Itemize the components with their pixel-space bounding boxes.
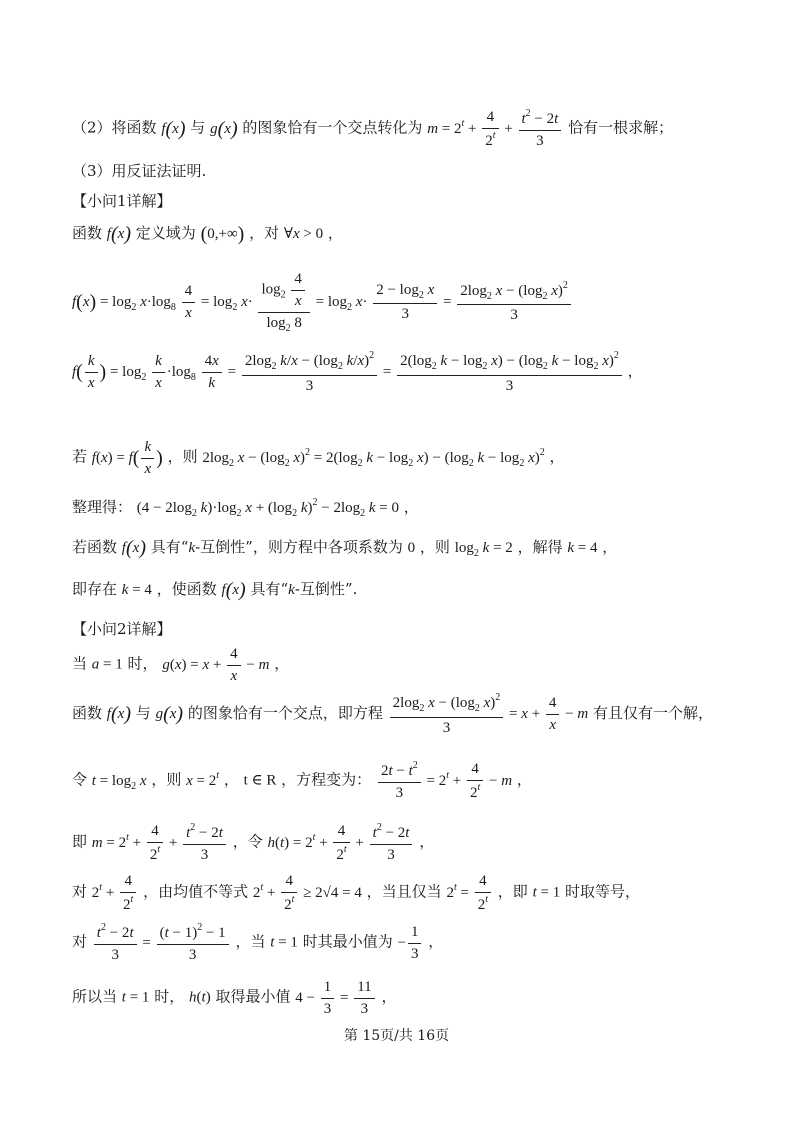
- section-heading: [72, 190, 172, 211]
- text-segment: ，: [381, 987, 397, 1006]
- math-expression: 0: [407, 540, 416, 556]
- math-expression: g(x) = x + $\frac{4}{x}$ − m: [162, 646, 270, 684]
- paragraph-line: [72, 645, 289, 686]
- text-segment: 函数: [72, 224, 103, 242]
- text-segment: ，: [428, 932, 444, 951]
- math-expression: g(x): [155, 703, 184, 726]
- math-expression: k = 4: [121, 582, 152, 598]
- paragraph-line: [72, 922, 443, 965]
- text-segment: 有且仅有一个解，: [593, 704, 714, 723]
- paragraph-line: [72, 222, 343, 246]
- math-expression: $2^t$ + $\frac{4}{2^t}$: [92, 885, 139, 901]
- math-expression: $x = 2^t$: [186, 769, 220, 789]
- text-segment: 对: [72, 882, 88, 901]
- page-footer: 第 15页/共 16页: [343, 1028, 450, 1044]
- text-segment: 具有“: [150, 538, 189, 556]
- text-segment: ，: [627, 364, 643, 381]
- equation-line: f( $\frac{k}{x}$ ) = $\log_2$ $\frac{k}{x}$ $\cdot\log_8$ $\frac{4x}{k}$ = $\frac{2\log_2 k/x - (\log_2 k/x)^2}{3}$ = $\frac{2(\log_2 k - \log_2 x) - (\log_2 k - \log_2 x)^2}{3}$ ，: [72, 350, 643, 394]
- math-expression: f(x): [161, 117, 186, 140]
- math-expression: (0,+∞): [200, 223, 245, 246]
- text-segment: ，: [516, 770, 532, 789]
- text-segment: ，则: [167, 447, 198, 466]
- math-expression: $t = \log_2 x$: [91, 772, 147, 792]
- text-segment: -互倒性”，则方程中各项系数为: [195, 538, 403, 556]
- text-segment: 取得最小值: [215, 987, 291, 1006]
- text-segment: 对: [72, 932, 88, 951]
- text-segment: ，: [223, 770, 239, 789]
- math-expression: 4 − $\frac{1}{3}$ = $\frac{11}{3}$: [295, 990, 376, 1006]
- equation-line: $f(x) = \log_2 x\cdot\log_8$ $\frac{4}{x}$ = $\log_2 x\cdot$ $\log_2$ $\frac{4}{x}$ $\log_2 8$ = $\log_2 x\cdot$ $\frac{2 - \log_2 x}{3}$ = $\frac{2\log_2 x - (\log_2 x)^2}{3}$: [72, 270, 573, 335]
- text-segment: 【小问2详解】: [72, 620, 172, 638]
- text-segment: 若函数: [72, 538, 118, 556]
- math-expression: k: [188, 540, 196, 556]
- text-segment: -互倒性”.: [294, 580, 358, 598]
- text-segment: 的图象恰有一个交点，即方程: [187, 704, 383, 723]
- math-expression: $\frac{2\log_2 x - (\log_2 x)^2}{3}$ = x + $\frac{4}{x}$ − m: [388, 706, 589, 722]
- text-segment: 当: [72, 654, 88, 673]
- text-segment: 与: [190, 118, 206, 137]
- math-expression: ($4 - 2\log_2$ $k)\cdot\log_2$ $x + (\log_2$ $k)^2 - 2\log_2$ k = 0: [136, 497, 400, 519]
- text-segment: 即存在: [72, 580, 118, 598]
- text-segment: ，: [403, 498, 419, 516]
- text-segment: ，则: [419, 538, 450, 556]
- math-expression: f(x): [121, 537, 146, 560]
- paragraph-line: [72, 496, 419, 519]
- math-expression: $2^t$ + $\frac{4}{2^t}$ ≥ 2√4 = 4: [252, 873, 362, 913]
- math-expression: $m = 2^t$ + $\frac{4}{2^t}$ + $\frac{t^2 - 2t}{3}$: [427, 121, 563, 137]
- math-expression: $h(t) = 2^t$ + $\frac{4}{2^t}$ + $\frac{t^2 - 2t}{3}$: [268, 835, 415, 851]
- text-segment: （3）用反证法证明.: [72, 162, 207, 180]
- text-segment: 函数: [72, 704, 103, 723]
- text-segment: （2）将函数: [72, 118, 157, 137]
- text-segment: 时，: [127, 654, 158, 673]
- math-expression: ∀x > 0: [283, 226, 324, 242]
- math-expression: t ∈ R: [243, 772, 277, 789]
- text-segment: ，: [549, 447, 565, 466]
- text-segment: 时取等号，: [564, 882, 640, 901]
- math-expression: a = 1: [91, 656, 123, 673]
- math-expression: − $\frac{1}{3}$: [397, 935, 423, 951]
- text-segment: ，当且仅当: [366, 882, 442, 901]
- text-segment: ，解得: [517, 538, 563, 556]
- math-expression: f(x): [221, 579, 246, 602]
- math-expression: f(x): [106, 223, 131, 246]
- text-segment: ，对: [249, 224, 280, 242]
- text-segment: 令: [72, 770, 88, 789]
- paragraph-line: [72, 578, 357, 602]
- math-expression: $\frac{t^2 - 2t}{3}$ = $\frac{(t - 1)^2 - 1}{3}$: [92, 935, 231, 951]
- math-expression: $m = 2^t$ + $\frac{4}{2^t}$ + $\frac{t^2 - 2t}{3}$: [92, 835, 228, 851]
- text-segment: ，当: [235, 932, 266, 951]
- paragraph-line: [72, 536, 617, 560]
- paragraph-line: [72, 160, 206, 181]
- paragraph-line: [72, 108, 673, 151]
- math-expression: t = 1: [121, 989, 150, 1006]
- text-segment: 所以当: [72, 987, 118, 1006]
- text-segment: 恰有一根求解；: [568, 118, 674, 137]
- text-segment: ，使函数: [156, 580, 217, 598]
- text-segment: 若: [72, 447, 88, 466]
- paragraph-line: [72, 978, 396, 1019]
- text-segment: 时其最小值为: [302, 932, 393, 951]
- text-segment: ，: [419, 832, 435, 851]
- math-expression: $\log_2 k = 2$: [454, 540, 513, 559]
- math-expression: $2\log_2$ $x - (\log_2$ $x)^2 = 2(\log_2$ $k - \log_2 x) - (\log_2$ $k - \log_2 x)^2$: [202, 446, 545, 469]
- paragraph-line: [72, 692, 713, 737]
- text-segment: 的图象恰有一个交点转化为: [242, 118, 423, 137]
- math-expression: g(x): [210, 117, 238, 140]
- text-segment: ，则: [151, 770, 182, 789]
- math-expression: $2^t$ = $\frac{4}{2^t}$: [446, 885, 493, 901]
- paragraph-line: [72, 760, 532, 803]
- text-segment: ，: [327, 224, 343, 242]
- text-segment: 时，: [154, 987, 185, 1006]
- math-expression: f(x) = f( $\frac{k}{x}$ ): [91, 439, 163, 477]
- text-segment: ，即: [497, 882, 528, 901]
- text-segment: 整理得：: [72, 498, 133, 516]
- text-segment: 与: [135, 704, 151, 723]
- text-segment: ，: [274, 654, 290, 673]
- text-segment: ，令: [232, 832, 263, 851]
- math-expression: k: [288, 582, 295, 598]
- text-segment: 【小问1详解】: [72, 192, 172, 210]
- text-segment: ，方程变为：: [281, 770, 372, 789]
- math-expression: h(t): [189, 989, 211, 1006]
- math-expression: t = 1: [532, 884, 561, 901]
- paragraph-line: [72, 438, 565, 479]
- text-segment: ，: [602, 538, 618, 556]
- text-segment: 具有“: [250, 580, 289, 598]
- paragraph-line: [72, 822, 434, 865]
- section-heading: [72, 618, 172, 639]
- text-segment: 即: [72, 832, 88, 851]
- paragraph-line: [72, 872, 640, 915]
- text-segment: 定义域为: [135, 224, 196, 242]
- math-expression: k = 4: [567, 540, 598, 556]
- math-expression: $\frac{2t - t^2}{3}$ = $2^t$ + $\frac{4}{2^t}$ − m: [376, 773, 512, 789]
- math-expression: t = 1: [270, 934, 298, 951]
- math-expression: f(x): [106, 703, 131, 726]
- text-segment: ，由均值不等式: [143, 882, 249, 901]
